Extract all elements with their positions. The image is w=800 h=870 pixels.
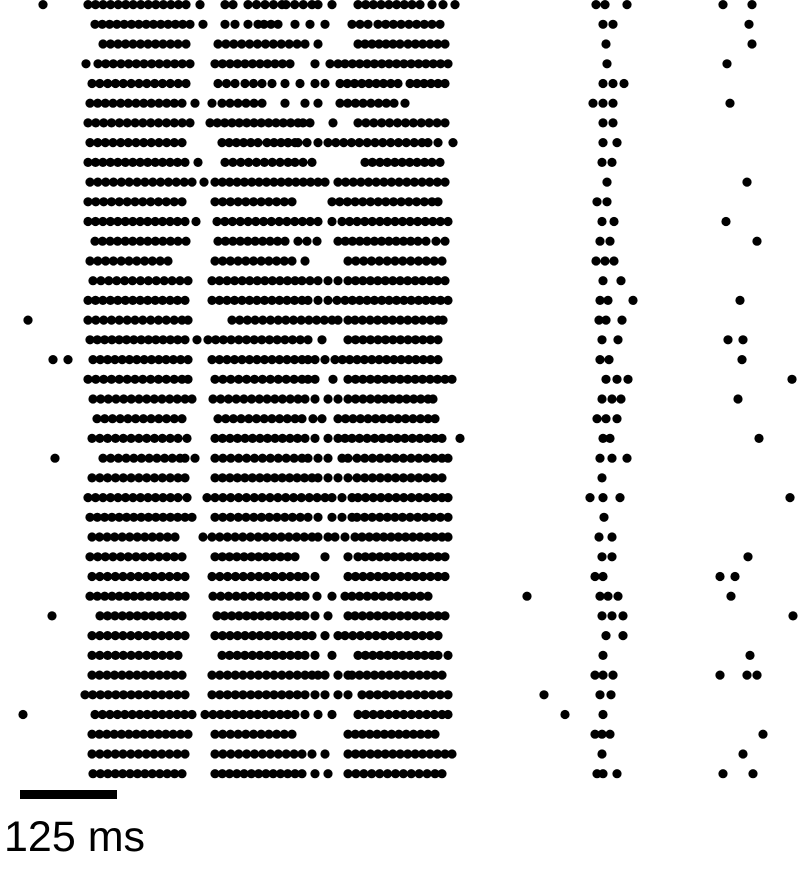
scale-bar-label: 125 ms (4, 813, 146, 861)
scale-bar (20, 790, 117, 799)
